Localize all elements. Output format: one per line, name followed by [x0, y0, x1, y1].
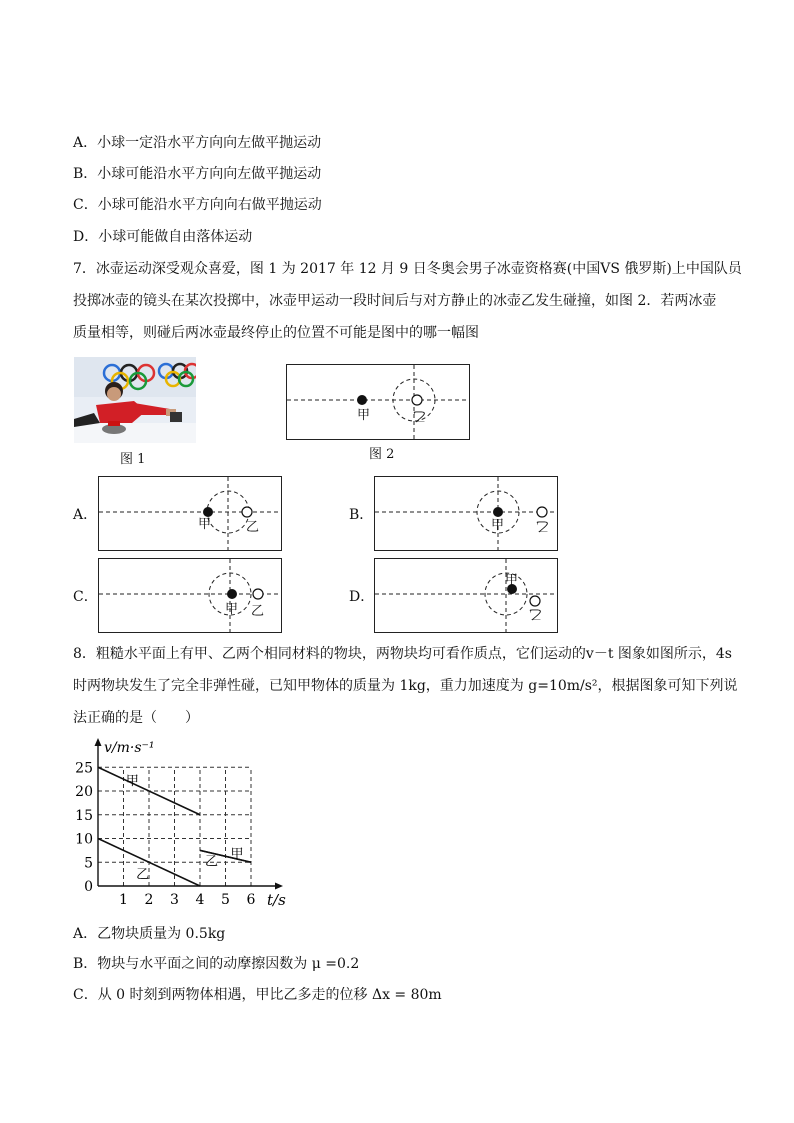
y-tick-label: 0	[84, 879, 93, 895]
q8-option-a: A．乙物块质量为 0.5kg	[73, 926, 226, 942]
y-axis-arrow	[95, 738, 102, 746]
q8-stem-line3: 法正确的是（ ）	[73, 710, 199, 726]
x-axis-arrow	[275, 883, 283, 890]
q8-stem-line2: 时两物块发生了完全非弹性碰，已知甲物体的质量为 1kg，重力加速度为 g=10m/s²，根据图象可知下列说	[73, 678, 738, 694]
y-tick-label: 20	[75, 784, 93, 800]
q7-option-d-letter: D．	[349, 589, 375, 605]
q7-option-d-diagram	[374, 558, 558, 633]
x-axis-label: t/s	[267, 891, 286, 908]
vt-chart	[70, 738, 300, 908]
label-jia: 甲	[198, 517, 212, 532]
label-jia: 甲	[491, 518, 505, 533]
q7-stem-line3: 质量相等，则碰后两冰壶最终停止的位置不可能是图中的哪一幅图	[73, 325, 479, 341]
y-tick-label: 10	[75, 831, 93, 848]
q7-option-c-diagram	[98, 558, 282, 633]
label-yi: 乙	[251, 604, 265, 619]
label-yi: 乙	[413, 408, 427, 423]
q6-option-b: B．小球可能沿水平方向向左做平抛运动	[73, 166, 322, 182]
figure2-caption: 图 2	[369, 447, 395, 462]
q6-option-a: A．小球一定沿水平方向向左做平抛运动	[73, 135, 322, 151]
curling-photo-illustration	[74, 357, 196, 443]
q7-option-b-letter: B．	[349, 507, 374, 523]
q7-option-a-diagram	[98, 476, 282, 551]
x-tick-label: 2	[144, 892, 154, 908]
stone-yi	[537, 507, 547, 517]
label-jia: 甲	[505, 573, 519, 588]
figure2-diagram	[287, 365, 469, 439]
vt-chart-svg	[70, 738, 300, 908]
y-axis-label: v/m·s⁻¹	[104, 740, 155, 756]
option-a-svg	[99, 477, 281, 550]
y-tick-label: 5	[84, 855, 93, 872]
q7-stem-line1: 7．冰壶运动深受观众喜爱，图 1 为 2017 年 12 月 9 日冬奥会男子冰壶资格赛(中国VS 俄罗斯)上中国队员	[73, 261, 742, 277]
stone-yi	[412, 395, 422, 405]
q6-option-c: C．小球可能沿水平方向向右做平抛运动	[73, 197, 322, 213]
series-label: 乙	[204, 854, 218, 870]
figure2-box	[286, 364, 470, 440]
x-tick-label: 5	[221, 892, 230, 908]
x-tick-label: 3	[170, 892, 179, 908]
option-c-svg	[99, 559, 281, 632]
q8-stem-line1: 8．粗糙水平面上有甲、乙两个相同材料的物块，两物块均可看作质点，它们运动的v－t 图象如图所示，4s	[73, 646, 732, 662]
label-jia: 甲	[225, 602, 239, 617]
option-b-svg	[375, 477, 557, 550]
q6-option-d: D．小球可能做自由落体运动	[73, 229, 253, 245]
q7-option-c-letter: C．	[73, 589, 98, 605]
q8-option-c: C．从 0 时刻到两物体相遇，甲比乙多走的位移 Δx = 80m	[73, 987, 442, 1003]
series-label: 甲	[125, 774, 139, 790]
q8-option-b: B．物块与水平面之间的动摩擦因数为 μ =0.2	[73, 956, 360, 972]
q7-stem-line2: 投掷冰壶的镜头在某次投掷中，冰壶甲运动一段时间后与对方静止的冰壶乙发生碰撞，如图 2．若两冰壶	[73, 293, 717, 309]
y-tick-label: 15	[75, 807, 93, 824]
curling-photo	[74, 357, 196, 443]
q7-option-b-diagram	[374, 476, 558, 551]
x-tick-label: 6	[246, 892, 256, 908]
q7-option-a-letter: A．	[73, 507, 98, 523]
label-jia: 甲	[357, 408, 371, 423]
label-yi: 乙	[246, 520, 260, 535]
x-tick-label: 1	[119, 892, 128, 908]
stone-yi	[530, 596, 540, 606]
series-label: 甲	[230, 846, 244, 862]
stone-yi	[253, 589, 263, 599]
series-label: 乙	[136, 867, 150, 883]
x-tick-label: 4	[195, 892, 205, 908]
label-yi: 乙	[536, 518, 550, 533]
label-yi: 乙	[529, 606, 543, 621]
y-tick-label: 25	[75, 760, 93, 777]
figure1-caption: 图 1	[120, 452, 146, 467]
